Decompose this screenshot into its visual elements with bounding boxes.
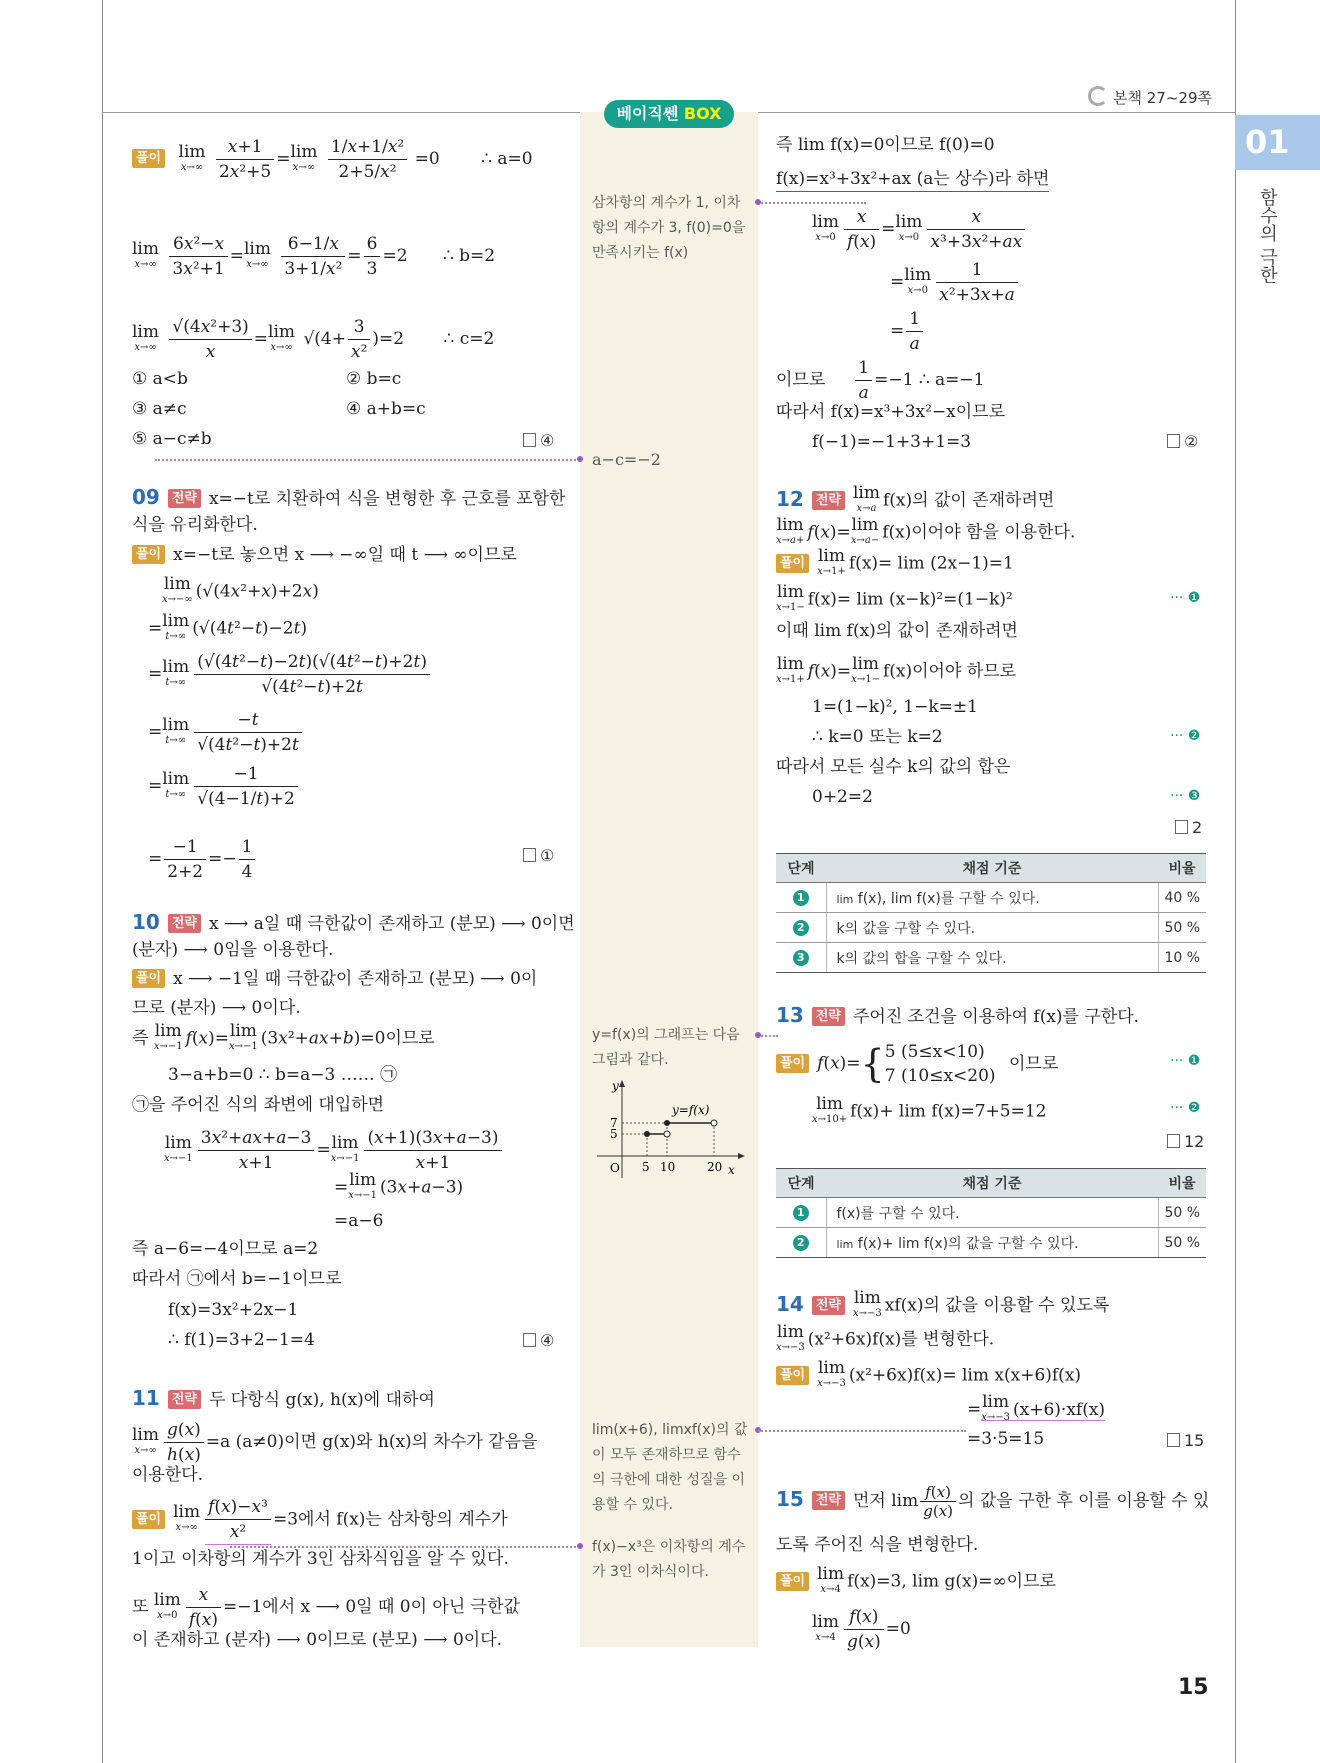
q11-strategy-1: 11 전략 두 다항식 g(x), h(x)에 대하여 <box>132 1386 435 1410</box>
choice-5: ⑤ a−c≠b <box>132 429 212 449</box>
side-note-2: a−c=−2 <box>592 450 661 469</box>
answer-icon <box>523 848 536 862</box>
q10-line-11: f(x)=3x²+2x−1 <box>168 1300 299 1320</box>
basic-box-badge: 베이직쎈 BOX <box>604 100 734 128</box>
answer-icon <box>1175 820 1188 834</box>
refresh-icon <box>1088 86 1108 106</box>
q10-line-6: lim x→−1 $\frac{\text{3x²+ax+a−3}}{x+1}$ = lim x→−1 $\frac{(x+1)(3x+a-3)}{x+1}$ <box>164 1126 504 1175</box>
q11c-line-8: f(−1)=−1+3+1=3 <box>812 432 972 452</box>
note-dot <box>755 1032 761 1038</box>
side-notes-column <box>580 112 758 1647</box>
q12-line-5: 1=(1−k)², 1−k=±1 <box>812 697 978 717</box>
origin-label: O <box>610 1161 620 1175</box>
q11c-line-5: = $\frac{1}{a}$ <box>890 307 925 356</box>
table-row: 3 k의 값의 합을 구할 수 있다. 10 % <box>776 943 1206 973</box>
q10-solution-1: 풀이 x ⟶ −1일 때 극한값이 존재하고 (분모) ⟶ 0이 <box>132 964 537 994</box>
q15-line-2: lim x→4 $\frac{f(x)}{g(x)}$ =0 <box>812 1607 911 1652</box>
answer-icon <box>523 1333 536 1347</box>
chapter-tab: 01 <box>1235 115 1320 170</box>
page-number: 15 <box>1178 1675 1209 1700</box>
q11-strategy-3: 이용한다. <box>132 1465 204 1485</box>
q10-line-9: 즉 a−6=−4이므로 a=2 <box>132 1239 319 1259</box>
q14-strategy-1: 14 전략 lim x→−3 xf(x)의 값을 이용할 수 있도록 <box>776 1288 1110 1319</box>
q14-line-1: 풀이 lim x→−3 (x²+6x)f(x)= lim x(x+6)f(x) <box>776 1360 1081 1392</box>
step-marker: ··· ❶ <box>1170 590 1201 606</box>
q12-line-7: 따라서 모든 실수 k의 값의 합은 <box>776 757 1011 777</box>
step-marker: ··· ❶ <box>1170 1053 1201 1069</box>
q13-line-1: 풀이 f(x)={ 5 (5≤x<10) 7 (10≤x<20) 이므로 <box>776 1040 1058 1088</box>
y-tick: 7 <box>610 1116 618 1130</box>
x-tick: 5 <box>642 1160 650 1174</box>
solution-badge: 풀이 <box>132 149 165 168</box>
choice-2: ② b=c <box>346 369 402 389</box>
q10-strategy-1: 10 전략 x ⟶ a일 때 극한값이 존재하고 (분모) ⟶ 0이면 <box>132 910 575 934</box>
q14-answer: 15 <box>1167 1431 1204 1450</box>
q10-answer: ④ <box>523 1331 554 1350</box>
x-tick: 10 <box>660 1160 676 1174</box>
q11-solution-4: 이 존재하고 (분자) ⟶ 0이므로 (분모) ⟶ 0이다. <box>132 1630 503 1650</box>
q10-solution-2: 므로 (분자) ⟶ 0이다. <box>132 998 301 1018</box>
note-dot <box>577 1543 583 1549</box>
q11c-line-7: 따라서 f(x)=x³+3x²−x이므로 <box>776 402 1006 422</box>
q12-line-3: 이때 lim f(x)의 값이 존재하려면 <box>776 621 1018 641</box>
q12-line-2: lim x→1− f(x)= lim (x−k)²=(1−k)² <box>776 582 1013 613</box>
x-tick: 20 <box>707 1160 723 1174</box>
q12-line-6: ∴ k=0 또는 k=2 <box>812 727 943 747</box>
q13-strategy-1: 13 전략 주어진 조건을 이용하여 f(x)를 구한다. <box>776 1003 1140 1027</box>
step-marker: ··· ❷ <box>1170 1100 1201 1116</box>
q11-strategy-2: lim x→∞ $\frac{g(x)}{h(x)}$ =a (a≠0)이면 g(x)와 h(x)의 차수가 같음을 <box>132 1420 538 1465</box>
q11c-line-3: lim x→0 $\frac{x}{f(x)}$ = lim x→0 $\frac{x}{\text{x³+3x²+ax}}$ <box>812 205 1027 254</box>
q9-solution-1: 풀이 x=−t로 놓으면 x ⟶ −∞일 때 t ⟶ ∞이므로 <box>132 540 517 570</box>
table-row: 1 lim f(x), lim f(x)를 구할 수 있다. 40 % <box>776 883 1206 913</box>
q15-strategy-1: 15 전략 먼저 lim $\frac{f(x)}{g(x)}$ 의 값을 구한 후 이를 이용할 수 있 <box>776 1483 1210 1520</box>
q14-strategy-2: lim x→−3 (x²+6x)f(x)를 변형한다. <box>776 1322 995 1353</box>
answer-icon <box>1167 1134 1180 1148</box>
side-note-5: f(x)−x³은 이차항의 계수가 3인 이차식이다. <box>592 1539 746 1580</box>
q9-step-6: = $\frac{-1}{2+2}$ =− $\frac{1}{4}$ <box>148 835 257 884</box>
q11c-line-4: = lim x→0 $\frac{1}{\text{x²+3x+a}}$ <box>890 258 1020 307</box>
choice-1: ① a<b <box>132 369 188 389</box>
q9-step-3: = lim t→∞ $\frac{\text{(√(4t²−t)−2t)(√(4t²−t)+2t)}}{\text{√(4t²−t)+2t}}$ <box>148 650 432 699</box>
q14-line-2: = lim x→−3 (x+6)·xf(x) <box>967 1392 1106 1423</box>
q10-line-12: ∴ f(1)=3+2−1=4 <box>168 1330 315 1350</box>
q15-line-1: 풀이 lim x→4 f(x)=3, lim g(x)=∞이므로 <box>776 1566 1056 1598</box>
q11c-line-6: 이므로 $\frac{1}{a}$ =−1 ∴ a=−1 <box>776 358 985 403</box>
q13-answer: 12 <box>1167 1132 1204 1151</box>
side-note-4: lim(x+6), limxf(x)의 값이 모두 존재하므로 함수의 극한에 대한 성질을 이용할 수 있다. <box>592 1422 748 1513</box>
note-connector <box>155 459 580 461</box>
q10-line-8: =a−6 <box>334 1211 384 1231</box>
q12-line-8: 0+2=2 <box>812 787 873 807</box>
q12-strategy-2: lim x→a+ f(x)= lim x→a− f(x)이어야 함을 이용한다. <box>776 515 1076 546</box>
q8-line-3: lim x→∞ $\frac{\text{√(4x²+3)}}{x}$ = lim x→∞ √(4+ $\frac{3}{\text{x²}}$ )=2 ∴ c=2 <box>132 317 495 362</box>
note-dot <box>755 199 761 205</box>
q12-line-4: lim x→1+ f(x)= lim x→1− f(x)이어야 하므로 <box>776 654 1017 685</box>
q10-line-4: 3−a+b=0 ∴ b=a−3 …… ㉠ <box>168 1065 398 1085</box>
q8-line-1: 풀이 lim x→∞ $\frac{x+1}{\text{2x²+5}}$ = lim x→∞ $\frac{\text{1/x+1/x²}}{\text{2+5/x²}}$ =0 ∴ a=0 <box>132 135 533 184</box>
q13-line-2: lim x→10+ f(x)+ lim f(x)=7+5=12 <box>812 1094 1047 1125</box>
q8-answer: ④ <box>523 431 554 450</box>
q9-strategy-2: 식을 유리화한다. <box>132 515 258 535</box>
q9-answer: ① <box>523 846 554 865</box>
note-connector <box>758 202 866 204</box>
choice-3: ③ a≠c <box>132 399 187 419</box>
q9-step-5: = lim t→∞ $\frac{-1}{√(4-1/t)+2}$ <box>148 762 300 811</box>
y-axis-label: y <box>612 1079 619 1093</box>
table-row: 2 k의 값을 구할 수 있다. 50 % <box>776 913 1206 943</box>
q10-line-7: = lim x→−1 (3x+a−3) <box>334 1170 464 1201</box>
q14-line-3: =3·5=15 <box>967 1429 1045 1449</box>
table-row: 1 f(x)를 구할 수 있다. 50 % <box>776 1198 1206 1228</box>
choice-4: ④ a+b=c <box>346 399 426 419</box>
answer-icon <box>523 433 536 447</box>
y-tick: 5 <box>610 1127 618 1141</box>
step-marker: ··· ❸ <box>1170 788 1201 804</box>
note-dot <box>577 456 583 462</box>
q8-line-2: lim x→∞ $\frac{\text{6x²−x}}{\text{3x²+1}}$ = lim x→∞ $\frac{6-1/x}{\text{3+1/x²}}$ = $\frac{6}{3}$ =2 ∴ b=2 <box>132 234 496 279</box>
q9-step-2: = lim t→∞ (√(4t²−t)−2t) <box>148 611 308 642</box>
q11c-line-2: f(x)=x³+3x²+ax (a는 상수)라 하면 <box>776 167 1049 192</box>
answer-icon <box>1167 434 1180 448</box>
q9-step-1: lim x→−∞ (√(4x²+x)+2x) <box>162 574 319 605</box>
q10-line-5: ㉠을 주어진 식의 좌변에 대입하면 <box>132 1095 385 1115</box>
answer-icon <box>1167 1433 1180 1447</box>
q12-line-1: 풀이 lim x→1+ f(x)= lim (2x−1)=1 <box>776 548 1014 580</box>
q11-solution-3: 또 lim x→0 $\frac{x}{f(x)}$ =−1에서 x ⟶ 0일 때 0이 아닌 극한값 <box>132 1585 520 1630</box>
q12-strategy-1: 12 전략 lim x→a f(x)의 값이 존재하려면 <box>776 483 1055 514</box>
q11c-line-1: 즉 lim f(x)=0이므로 f(0)=0 <box>776 135 995 155</box>
step-function-graph <box>592 1078 752 1183</box>
q10-strategy-2: (분자) ⟶ 0임을 이용한다. <box>132 940 334 960</box>
q12-grading-table: 단계 채점 기준 비율 1 lim f(x), lim f(x)를 구할 수 있다. 40 % 2 k의 값을 구할 수 있다. 50 % 3 k의 값의 합을 구할 수 있다. 10 % <box>776 853 1206 973</box>
note-connector <box>758 1035 778 1037</box>
q13-grading-table: 단계 채점 기준 비율 1 f(x)를 구할 수 있다. 50 % 2 lim f(x)+ lim f(x)의 값을 구할 수 있다. 50 % <box>776 1168 1206 1258</box>
q11-solution-1: 풀이 lim x→∞ $\frac{\text{f(x)−x³}}{\text{x²}}$ =3에서 f(x)는 삼차항의 계수가 <box>132 1495 508 1545</box>
book-reference: 본책 27~29쪽 <box>1088 86 1212 108</box>
q9-strategy-1: 09 전략 x=−t로 치환하여 식을 변형한 후 근호를 포함한 <box>132 485 566 509</box>
q12-answer: 2 <box>1175 818 1202 837</box>
table-row: 2 lim f(x)+ lim f(x)의 값을 구할 수 있다. 50 % <box>776 1228 1206 1258</box>
q9-step-4: = lim t→∞ $\frac{-t}{\text{√(4t²−t)+2t}}$ <box>148 708 304 757</box>
q11-answer: ② <box>1167 432 1198 451</box>
q10-line-3: 즉 lim x→−1 f(x)= lim x→−1 (3x²+ax+b)=0이므로 <box>132 1021 435 1052</box>
note-connector <box>758 1430 966 1432</box>
side-note-3: y=f(x)의 그래프는 다음 그림과 같다. <box>592 1027 740 1068</box>
q15-strategy-2: 도록 주어진 식을 변형한다. <box>776 1535 979 1555</box>
right-margin-line <box>1235 0 1236 1763</box>
step-marker: ··· ❷ <box>1170 728 1201 744</box>
q11-solution-2: 1이고 이차항의 계수가 3인 삼차식임을 알 수 있다. <box>132 1549 509 1569</box>
left-margin-line <box>102 0 103 1763</box>
chapter-title: 함수의 극한 <box>1257 188 1278 284</box>
curve-label: y=f(x) <box>672 1103 710 1117</box>
q10-line-10: 따라서 ㉠에서 b=−1이므로 <box>132 1269 342 1289</box>
x-axis-label: x <box>728 1163 735 1177</box>
side-note-1: 삼차항의 계수가 1, 이차항의 계수가 3, f(0)=0을 만족시키는 f(x) <box>592 195 746 261</box>
